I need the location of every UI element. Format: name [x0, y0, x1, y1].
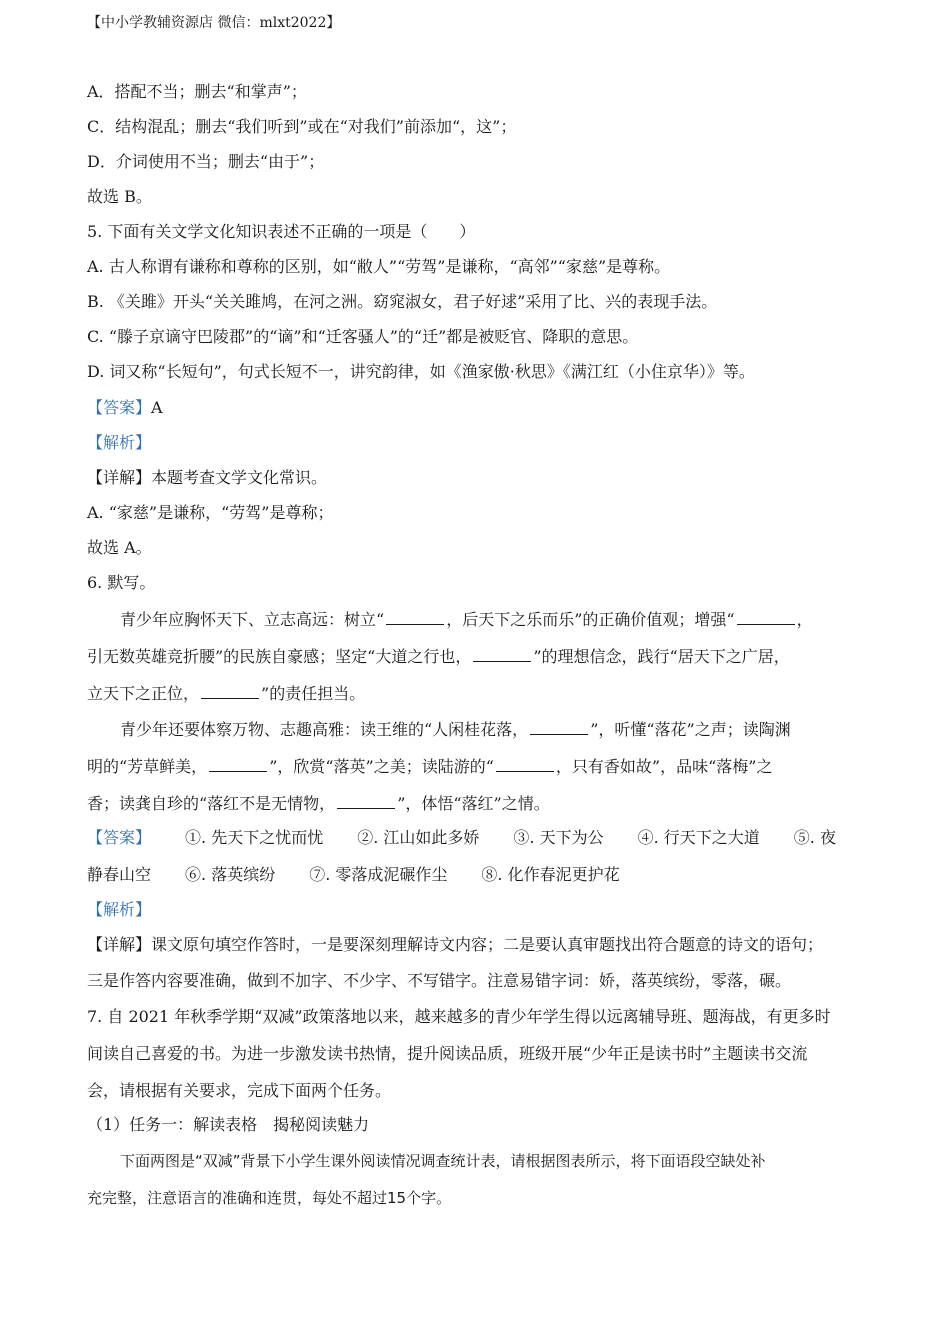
detail-text: 本题考查文学文化常识。 [151, 468, 328, 487]
fill-blank[interactable] [737, 608, 795, 625]
text-seg: ”，欣赏“落英”之美；读陆游的“ [269, 757, 494, 776]
detail-tag: 【详解】 [87, 468, 152, 487]
q6-stem: 6. 默写。 [87, 573, 156, 592]
text-seg: 青少年应胸怀天下、立志高远：树立“ [120, 610, 385, 629]
answer-item: 静春山空 [87, 865, 152, 884]
q6-p2-line1 [120, 718, 900, 741]
fill-blank[interactable] [386, 608, 444, 625]
detail-tag: 【详解】 [87, 935, 152, 954]
answer-item: ⑧. 化作春泥更护花 [481, 865, 620, 884]
q6-p1-line2 [87, 645, 867, 668]
q7-task1: （1）任务一：解读表格 揭秘阅读魅力 [87, 1115, 370, 1134]
q6-p1-line1 [120, 608, 900, 631]
q7-desc-line1: 下面两图是“双减”背景下小学生课外阅读情况调查统计表，请根据图表所示，将下面语段空缺处补 [120, 1152, 766, 1170]
answer-value: A [151, 398, 163, 417]
text-seg: ，后天下之乐而乐”的正确价值观；增强“ [446, 610, 735, 629]
answer-item: ①. 先天下之忧而忧 [185, 828, 324, 847]
text-seg: ， [796, 610, 813, 629]
fill-blank[interactable] [209, 755, 267, 772]
text-seg: ”的责任担当。 [261, 684, 366, 703]
q5-choice: 故选 A。 [87, 538, 152, 557]
text-seg: ”的理想信念，践行“居天下之广居， [533, 647, 790, 666]
q7-line1: 7. 自 2021 年秋季学期“双减”政策落地以来，越来越多的青少年学生得以远离辅导班、题海战，有更多时 [87, 1007, 831, 1026]
fill-blank[interactable] [337, 792, 395, 809]
page-header: 【中小学教辅资源店 微信：mlxt2022】 [87, 15, 341, 31]
q5-option-b: B. 《关雎》开头“关关雎鸠，在河之洲。窈窕淑女，君子好逑”采用了比、兴的表现手法。 [87, 292, 718, 311]
q5-detail [87, 467, 867, 489]
option-d-prev: D．介词使用不当；删去“由于”； [87, 152, 325, 171]
text-seg: 青少年还要体察万物、志趣高雅：读王维的“人闲桂花落， [120, 720, 529, 739]
answer-item: ④. 行天下之大道 [637, 828, 760, 847]
text-seg: ”，听懂“落花”之声；读陶渊 [590, 720, 791, 739]
q6-p2-line3 [87, 792, 867, 815]
fill-blank[interactable] [201, 682, 259, 699]
q6-p2-line2 [87, 755, 867, 778]
choice-b: 故选 B。 [87, 187, 152, 206]
answer-tag: 【答案】 [87, 398, 152, 417]
answer-item: ⑥. 落英缤纷 [185, 865, 276, 884]
answer-item: ②. 江山如此多娇 [357, 828, 480, 847]
text-seg: 明的“芳草鲜美， [87, 757, 208, 776]
option-c-prev: C．结构混乱；删去“我们听到”或在“对我们”前添加“，这”； [87, 117, 517, 136]
q6-answers-row1 [87, 827, 867, 849]
q7-line2: 间读自己喜爱的书。为进一步激发读书热情，提升阅读品质，班级开展“少年正是读书时”主题读书交流 [87, 1044, 808, 1063]
answer-item: ⑦. 零落成泥碾作尘 [309, 865, 448, 884]
q6-answers-row2 [87, 864, 867, 886]
fill-blank[interactable] [473, 645, 531, 662]
q5-option-c: C. “滕子京谪守巴陵郡”的“谪”和“迁客骚人”的“迁”都是被贬官、降职的意思。 [87, 327, 639, 346]
q5-answer [87, 397, 867, 419]
q6-analysis-tag: 【解析】 [87, 900, 152, 919]
q5-stem: 5. 下面有关文学文化知识表述不正确的一项是（ ） [87, 222, 476, 241]
text-seg: 立天下之正位， [87, 684, 200, 703]
q5-analysis-tag: 【解析】 [87, 433, 152, 452]
q5-detail-a: A. “家慈”是谦称，“劳驾”是尊称； [87, 503, 334, 522]
text-seg: 香；读龚自珍的“落红不是无情物， [87, 794, 336, 813]
answer-item: ⑤. 夜 [793, 828, 836, 847]
q5-option-d: D. 词又称“长短句”，句式长短不一，讲究韵律，如《渔家傲·秋思》《满江红（小住京华）》等。 [87, 362, 755, 381]
q5-option-a: A. 古人称谓有谦称和尊称的区别，如“敝人”“劳驾”是谦称，“高邻”“家慈”是尊称。 [87, 257, 671, 276]
text-seg: ，只有香如故”，品味“落梅”之 [555, 757, 773, 776]
fill-blank[interactable] [496, 755, 554, 772]
q7-line3: 会，请根据有关要求，完成下面两个任务。 [87, 1081, 392, 1100]
answer-item: ③. 天下为公 [513, 828, 604, 847]
q6-detail-line2: 三是作答内容要准确，做到不加字、不少字、不写错字。注意易错字词：娇，落英缤纷，零落，碾。 [87, 971, 792, 990]
detail-text: 课文原句填空作答时，一是要深刻理解诗文内容；二是要认真审题找出符合题意的诗文的语句； [151, 935, 824, 954]
fill-blank[interactable] [530, 718, 588, 735]
q6-detail-line1 [87, 934, 867, 956]
q6-p1-line3 [87, 682, 867, 705]
q7-desc-line2: 充完整，注意语言的准确和连贯，每处不超过15个字。 [87, 1189, 452, 1207]
text-seg: ”，体悟“落红”之情。 [397, 794, 550, 813]
answer-tag: 【答案】 [87, 828, 152, 847]
text-seg: 引无数英雄竞折腰”的民族自豪感；坚定“大道之行也， [87, 647, 472, 666]
option-a-prev: A．搭配不当；删去“和掌声”； [87, 82, 307, 101]
